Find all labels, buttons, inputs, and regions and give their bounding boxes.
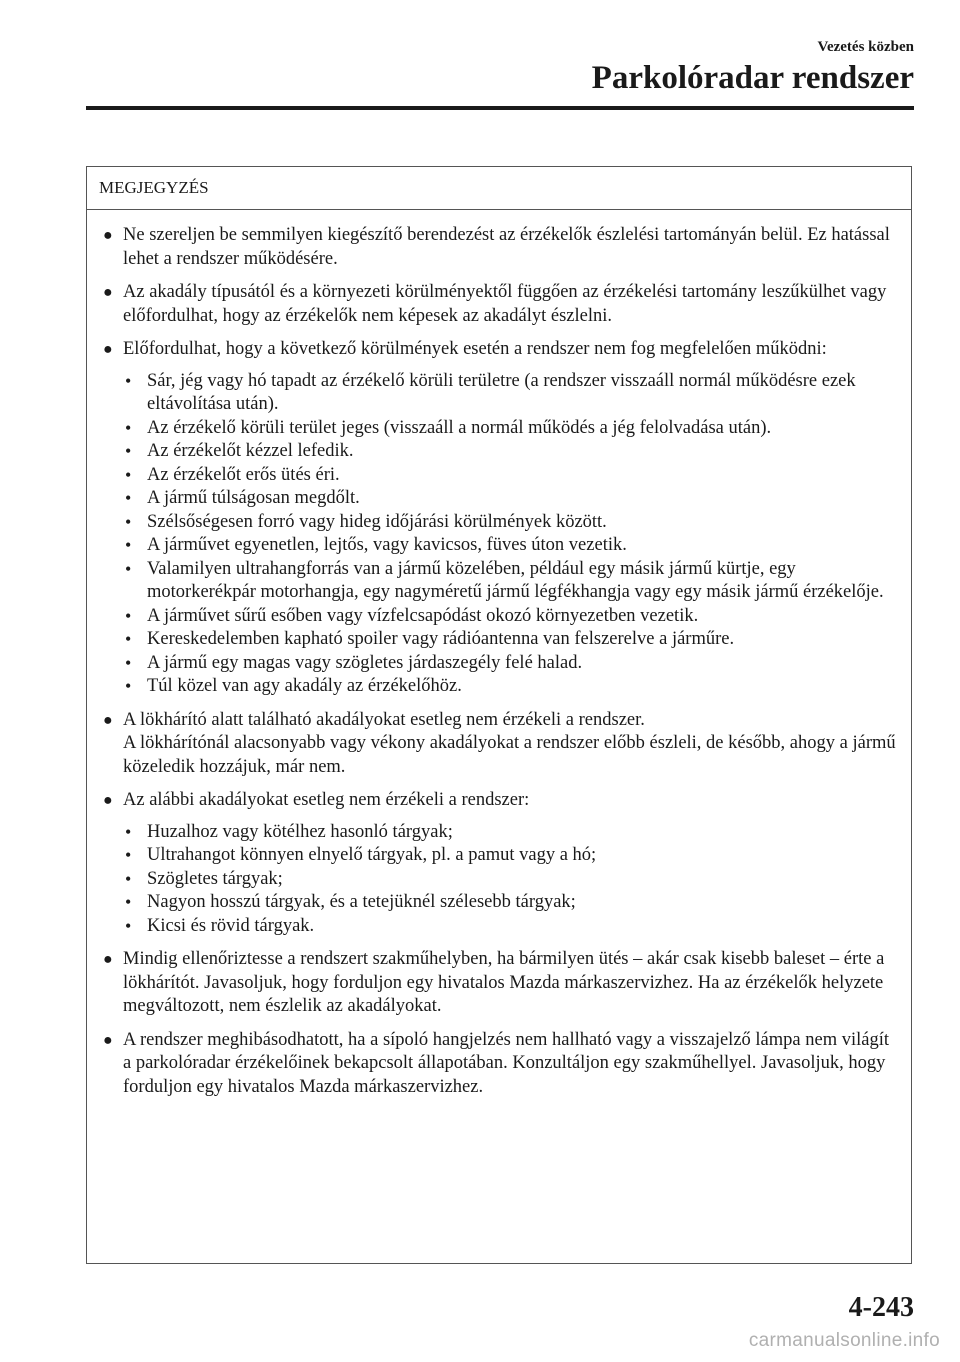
sub-item [123,821,899,845]
sub-bullet-icon: • [125,441,132,461]
sub-item [123,417,899,441]
note-box [86,166,912,1264]
sub-item-text: Sár, jég vagy hó tapadt az érzékelő körüli területre (a rendszer visszaáll normál működésre ezek eltávolítása után). [147,370,856,414]
sub-item-text: Szélsőségesen forró vagy hideg időjárási körülmények között. [147,511,607,532]
sub-item [123,628,899,652]
sub-item [123,440,899,464]
note-item-text: A rendszer meghibásodhatott, ha a sípoló hangjelzés nem hallható vagy a visszajelző lámpa nem világít a parkolóradar érzékelőinek bekapcsolt állapotában. Konzultáljon egy szakműhellyel. Javasoljuk, hogy forduljon egy hivatalos Mazda márkaszervizhez. [123,1029,889,1097]
sub-bullet-icon: • [125,535,132,555]
sub-item-text: A jármű egy magas vagy szögletes járdaszegély felé halad. [147,652,583,673]
note-item [99,709,899,780]
note-item [99,1029,899,1100]
page-title: Parkolóradar rendszer [591,60,914,96]
sub-bullet-icon: • [125,845,132,865]
sub-item [123,652,899,676]
bullet-icon: ● [103,711,113,729]
sub-item [123,558,899,605]
sub-item-text: A jármű túlságosan megdőlt. [147,488,360,508]
sub-bullet-icon: • [125,868,132,889]
sub-item-text: Szögletes tárgyak; [147,868,283,889]
bullet-icon: ● [103,951,113,968]
note-item-text: Az akadály típusától és a környezeti körülményektől függően az érzékelési tartomány leszűkülhet vagy előfordulhat, hogy az érzékelők nem képesek az akadályt észlelni. [123,282,887,326]
sub-item-text: Túl közel van agy akadály az érzékelőhöz. [147,676,462,696]
sub-item-text: Huzalhoz vagy kötélhez hasonló tárgyak; [147,821,453,842]
sub-item-text: A járművet sűrű esőben vagy vízfelcsapódást okozó környezetben vezetik. [147,605,699,626]
note-item-text: Ne szereljen be semmilyen kiegészítő berendezést az érzékelők észlelési tartományán belül. Ez hatással lehet a rendszer működésére. [123,225,890,269]
header-divider [86,106,914,110]
note-item-text: A lökhárító alatt található akadályokat esetleg nem érzékeli a rendszer. [123,709,645,730]
sub-bullet-icon: • [125,652,132,673]
sub-item [123,464,899,488]
sub-item [123,868,899,892]
bullet-icon: ● [103,792,113,809]
note-item [99,281,899,328]
sub-item [123,915,899,939]
sub-bullet-icon: • [125,417,132,438]
page-header [592,38,914,98]
sub-item [123,534,899,558]
sub-item-text: Kicsi és rövid tárgyak. [147,915,315,936]
sub-item [123,891,899,915]
sub-bullet-icon: • [125,370,132,391]
sub-item [123,511,899,535]
bullet-icon: ● [103,227,113,244]
sub-bullet-icon: • [125,511,132,532]
note-item [99,789,899,938]
sub-item [123,844,899,868]
note-item-text: Előfordulhat, hogy a következő körülmények esetén a rendszer nem fog megfelelően működni: [123,339,827,359]
sub-item [123,675,899,699]
sub-bullet-icon: • [125,629,132,649]
sub-bullet-icon: • [125,676,132,696]
sub-bullet-icon: • [125,915,132,936]
sub-item [123,370,899,417]
note-item [99,948,899,1019]
bullet-icon: ● [103,341,113,358]
sub-bullet-icon: • [125,605,132,626]
sub-item-text: Az érzékelőt kézzel lefedik. [147,441,354,461]
watermark: carmanualsonline.info [748,1330,940,1351]
bullet-icon: ● [103,1031,113,1049]
sub-item [123,605,899,629]
sub-bullet-icon: • [125,821,132,842]
sub-list [123,370,899,699]
note-item [99,224,899,271]
note-item-text: Az alábbi akadályokat esetleg nem érzékeli a rendszer: [123,790,530,810]
sub-item-text: Nagyon hosszú tárgyak, és a tetejüknél szélesebb tárgyak; [147,892,576,912]
sub-item-text: Az érzékelőt erős ütés éri. [147,464,340,485]
note-title: MEGJEGYZÉS [87,167,911,210]
sub-bullet-icon: • [125,558,132,579]
note-item [99,338,899,699]
sub-item-text: Ultrahangot könnyen elnyelő tárgyak, pl. a pamut vagy a hó; [147,845,597,865]
sub-bullet-icon: • [125,488,132,508]
sub-item-text: Az érzékelő körüli terület jeges (visszaáll a normál működés a jég felolvadása után). [147,417,772,438]
sub-list [123,821,899,939]
sub-item-text: A járművet egyenetlen, lejtős, vagy kavicsos, füves úton vezetik. [147,535,627,555]
sub-item [123,487,899,511]
section-name: Vezetés közben [817,39,914,55]
page-number: 4-243 [848,1292,914,1323]
note-body [87,210,911,1099]
bullet-icon: ● [103,284,113,301]
sub-item-text: Kereskedelemben kapható spoiler vagy rádióantenna van felszerelve a járműre. [147,629,735,649]
note-item-text-continued: A lökhárítónál alacsonyabb vagy vékony akadályokat a rendszer előbb észleli, de később, ahogy a jármű közeledik hozzájuk, már nem. [123,733,896,777]
sub-bullet-icon: • [125,892,132,912]
sub-item-text: Valamilyen ultrahangforrás van a jármű közelében, például egy másik jármű kürtje, egy motorkerékpár motorhangja, egy nagyméretű jármű légfékhangja vagy egy másik jármű érzékelője. [147,558,884,602]
sub-bullet-icon: • [125,464,132,485]
note-item-text: Mindig ellenőriztesse a rendszert szakműhelyben, ha bármilyen ütés – akár csak kisebb baleset – érte a lökhárítót. Javasoljuk, hogy forduljon egy hivatalos Mazda márkaszervizhez. Ha az érzékelők helyzete megváltozott, nem észlelik az akadályokat. [123,949,885,1016]
